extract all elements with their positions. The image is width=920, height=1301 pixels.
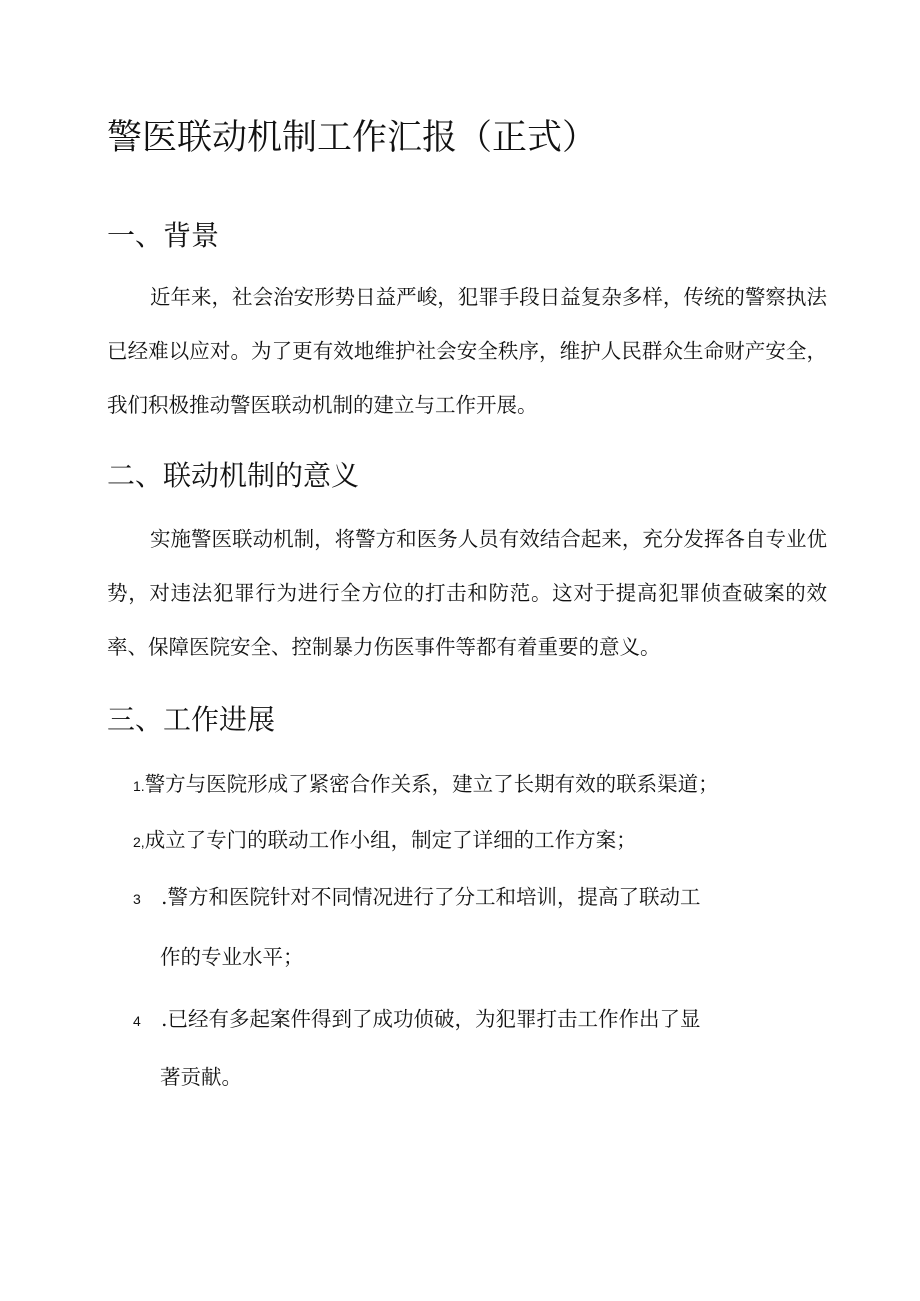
list-item-number: 3 bbox=[133, 891, 141, 907]
list-item-text: 成立了专门的联动工作小组，制定了详细的工作方案； bbox=[144, 828, 637, 852]
list-item-text: .已经有多起案件得到了成功侦破，为犯罪打击工作作出了显 bbox=[161, 1007, 701, 1031]
list-item-text: 警方与医院形成了紧密合作关系，建立了长期有效的联系渠道； bbox=[144, 772, 719, 796]
list-item bbox=[133, 882, 701, 914]
list-item-continuation: 作的专业水平； bbox=[160, 945, 304, 969]
document-title: 警医联动机制工作汇报（正式） bbox=[107, 118, 598, 158]
list-item bbox=[133, 825, 637, 857]
list-item-number: 4 bbox=[133, 1013, 141, 1029]
section-heading-progress: 三、工作进展 bbox=[107, 703, 276, 736]
list-item-number: 2, bbox=[133, 834, 145, 850]
list-item-text: .警方和医院针对不同情况进行了分工和培训，提高了联动工 bbox=[161, 885, 701, 909]
section-heading-background: 一、背景 bbox=[107, 219, 220, 252]
list-item-continuation: 著贡献。 bbox=[160, 1065, 242, 1089]
list-item-number: 1. bbox=[133, 778, 145, 794]
list-item bbox=[133, 1004, 701, 1036]
section-paragraph-significance: 实施警医联动机制，将警方和医务人员有效结合起来，充分发挥各自专业优势，对违法犯罪行为进行全方位的打击和防范。这对于提高犯罪侦查破案的效率、保障医院安全、控制暴力伤医事件等都有着重要的意义。 bbox=[107, 527, 827, 659]
list-item bbox=[133, 769, 719, 801]
section-paragraph-background: 近年来，社会治安形势日益严峻，犯罪手段日益复杂多样，传统的警察执法已经难以应对。为了更有效地维护社会安全秩序，维护人民群众生命财产安全，我们积极推动警医联动机制的建立与工作开展。 bbox=[107, 285, 827, 417]
section-heading-significance: 二、联动机制的意义 bbox=[107, 459, 360, 492]
